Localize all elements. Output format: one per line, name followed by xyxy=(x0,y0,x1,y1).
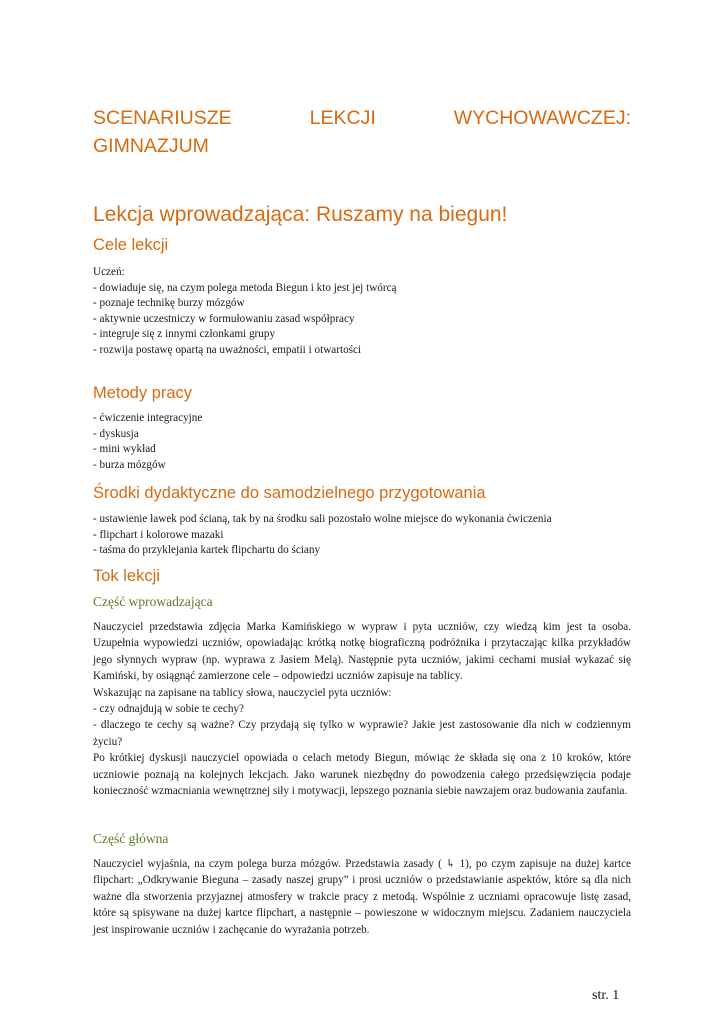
lesson-title: Lekcja wprowadzająca: Ruszamy na biegun! xyxy=(93,203,508,226)
title-line-2: GIMNAZJUM xyxy=(93,135,209,157)
intro-paragraph: Nauczyciel przedstawia zdjęcia Marka Kamińskiego w wypraw i pyta uczniów, czy wiedzą kim jest ta osoba. Uzupełnia wypowiedzi uczniów, opowiadając krótką notkę biograficzną podróżnika i przytaczając kilka przykładów jego słynnych wypraw (np. wyprawa z Jasiem Melą). Następnie pyta uczniów, jakimi cechami musiał wykazać się Kamiński, by osiągnąć zamierzone cele – odpowiedzi uczniów zapisuje na tablicy. xyxy=(93,621,631,683)
intro-paragraph: - czy odnajdują w sobie te cechy? xyxy=(93,703,244,716)
goals-list xyxy=(93,265,653,359)
goal-item: - integruje się z innymi członkami grupy xyxy=(93,328,276,341)
materials-list xyxy=(93,512,653,559)
document-title xyxy=(93,104,631,160)
main-part-body xyxy=(93,856,631,938)
intro-paragraph: Wskazując na zapisane na tablicy słowa, nauczyciel pyta uczniów: xyxy=(93,686,392,699)
page-number: str. 1 xyxy=(592,988,620,1003)
method-item: - mini wykład xyxy=(93,443,156,456)
material-item: - ustawienie ławek pod ścianą, tak by na środku sali pozostało wolne miejsce do wykonania ćwiczenia xyxy=(93,513,552,525)
method-item: - burza mózgów xyxy=(93,458,166,471)
goal-item: - aktywnie uczestniczy w formułowaniu zasad współpracy xyxy=(93,312,355,325)
goals-intro: Uczeń: xyxy=(93,266,125,278)
material-item: - taśma do przyklejania kartek flipchartu do ściany xyxy=(93,544,321,557)
method-item: - dyskusja xyxy=(93,427,139,440)
methods-heading: Metody pracy xyxy=(93,384,193,402)
goals-heading: Cele lekcji xyxy=(93,236,169,254)
material-item: - flipchart i kolorowe mazaki xyxy=(93,528,224,541)
intro-part-body xyxy=(93,619,631,799)
title-word-3: WYCHOWAWCZEJ: xyxy=(453,107,631,129)
procedure-heading: Tok lekcji xyxy=(93,567,160,585)
goal-item: - rozwija postawę opartą na uważności, empatii i otwartości xyxy=(93,343,362,356)
intro-paragraph: - dlaczego te cechy są ważne? Czy przydają się tylko w wyprawie? Jakie jest zastosowanie dla nich w codziennym życiu? xyxy=(93,719,631,748)
intro-part-heading: Część wprowadzająca xyxy=(93,594,213,609)
title-word-2: LEKCJI xyxy=(309,107,376,129)
main-paragraph: Nauczyciel wyjaśnia, na czym polega burza mózgów. Przedstawia zasady ( ↳ 1), po czym zapisuje na dużej kartce flipchart: „Odkrywanie Bieguna – zasady naszej grupy” i prosi uczniów o przedstawianie aspektów, które są dla nich ważne dla stworzenia przyjaznej atmosfery w trakcie pracy z metodą. Wspólnie z uczniami opracowuje listę zasad, które są spisywane na dużej kartce flipchart, a następnie – powieszone w widocznym miejscu. Zadaniem nauczyciela jest inspirowanie uczniów i zachęcanie do wyrażania potrzeb. xyxy=(93,858,631,936)
methods-list xyxy=(93,411,653,473)
goal-item: - poznaje technikę burzy mózgów xyxy=(93,297,245,310)
materials-heading: Środki dydaktyczne do samodzielnego przygotowania xyxy=(93,484,486,502)
goal-item: - dowiaduje się, na czym polega metoda Biegun i kto jest jej twórcą xyxy=(93,281,397,294)
main-part-heading: Część główna xyxy=(93,831,169,846)
method-item: - ćwiczenie integracyjne xyxy=(93,412,203,424)
intro-paragraph: Po krótkiej dyskusji nauczyciel opowiada o celach metody Biegun, mówiąc że składa się ona z 10 kroków, które uczniowie poznają na kolejnych lekcjach. Jako warunek niezbędny do powodzenia całego przedsięwzięcia podaje konieczność wzmacniania wewnętrznej siły i motywacji, lepszego poznania siebie nawzajem oraz budowania zaufania. xyxy=(93,752,631,798)
title-word-1: SCENARIUSZE xyxy=(93,107,232,129)
